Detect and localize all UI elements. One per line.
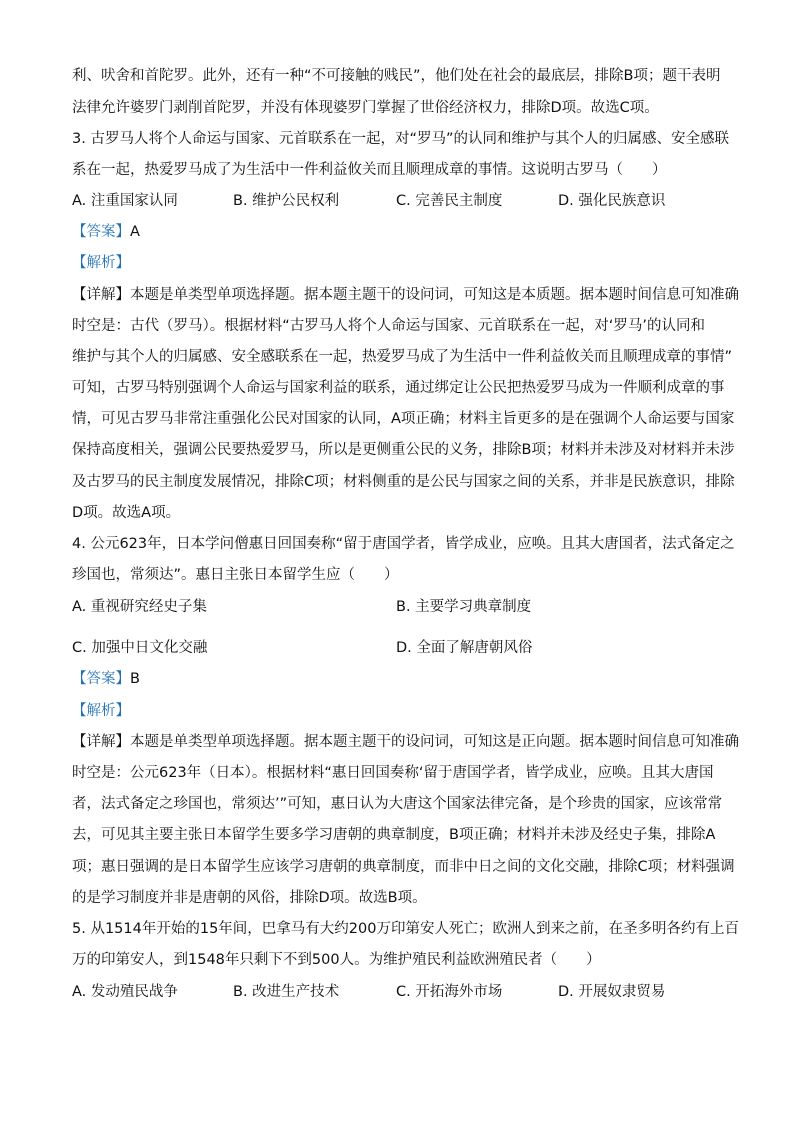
- question-3-stem: 系在一起，热爱罗马成了为生活中一件利益攸关而且顺理成章的事情。这说明古罗马（ ）: [72, 162, 667, 178]
- detail-line: 【详解】本题是单类型单项选择题。据本题主题干的设问词，可知这是正向题。据本题时间信息可知准确: [72, 734, 739, 750]
- detail-line: 的是学习制度并非是唐朝的风俗，排除D项。故选B项。: [72, 890, 427, 906]
- question-4-stem: 4. 公元623年，日本学问僧惠日回国奏称“留于唐国学者，皆学成业，应唤。且其大唐国者，法式备定之: [72, 536, 735, 552]
- option-c: C. 加强中日文化交融: [72, 640, 208, 656]
- option-b: B. 主要学习典章制度: [396, 599, 532, 615]
- detail-line: 者，法式备定之珍国也，常须达’”可知，惠日认为大唐这个国家法律完备，是个珍贵的国家，应该常常: [72, 796, 723, 812]
- option-d: D. 强化民族意识: [558, 193, 666, 209]
- answer-line: [72, 222, 140, 242]
- option-a: A. 发动殖民战争: [72, 984, 178, 1000]
- answer-value: B: [130, 671, 140, 687]
- question-3-stem: 3. 古罗马人将个人命运与国家、元首联系在一起，对“罗马”的认同和维护与其个人的归属感、安全感联: [72, 131, 729, 147]
- text-line: 利、吠舍和首陀罗。此外，还有一种“不可接触的贱民”，他们处在社会的最底层，排除B项；题干表明: [72, 68, 721, 84]
- analysis-tag: 【解析】: [72, 255, 130, 271]
- question-5-stem: 万的印第安人，到1548年只剩下不到500人。为维护殖民利益欧洲殖民者（ ）: [72, 952, 601, 968]
- option-c: C. 完善民主制度: [396, 193, 503, 209]
- analysis-tag: 【解析】: [72, 703, 130, 719]
- option-c: C. 开拓海外市场: [396, 984, 503, 1000]
- detail-line: 情，可见古罗马非常注重强化公民对国家的认同，A项正确；材料主旨更多的是在强调个人命运要与国家: [72, 411, 735, 427]
- detail-tag: 【详解】: [72, 734, 130, 750]
- option-d: D. 全面了解唐朝风俗: [396, 640, 533, 656]
- detail-line: 及古罗马的民主制度发展情况，排除C项；材料侧重的是公民与国家之间的关系，并非是民族意识，排除: [72, 474, 735, 490]
- answer-tag: 【答案】: [72, 671, 130, 687]
- detail-line: 保持高度相关，强调公民要热爱罗马，所以是更侧重公民的义务，排除B项；材料并未涉及对材料并未涉: [72, 442, 735, 458]
- detail-line: 项；惠日强调的是日本留学生应该学习唐朝的典章制度，而非中日之间的文化交融，排除C项；材料强调: [72, 859, 735, 875]
- question-4-stem: 珍国也，常须达”。惠日主张日本留学生应（ ）: [72, 567, 399, 583]
- option-a: A. 重视研究经史子集: [72, 599, 207, 615]
- option-b: B. 维护公民权利: [233, 193, 340, 209]
- detail-line: 时空是：古代（罗马）。根据材料“古罗马人将个人命运与国家、元首联系在一起，对‘罗马’的认同和: [72, 318, 705, 334]
- option-d: D. 开展奴隶贸易: [558, 984, 666, 1000]
- answer-tag: 【答案】: [72, 224, 130, 240]
- option-b: B. 改进生产技术: [233, 984, 340, 1000]
- answer-line: [72, 669, 140, 689]
- detail-line: 维护与其个人的归属感、安全感联系在一起，热爱罗马成了为生活中一件利益攸关而且顺理成章的事情”: [72, 349, 733, 365]
- detail-line: 时空是：公元623年（日本）。根据材料“惠日回国奏称‘留于唐国学者，皆学成业，应唤。且其大唐国: [72, 765, 714, 781]
- answer-value: A: [130, 224, 140, 240]
- question-5-stem: 5. 从1514年开始的15年间，巴拿马有大约200万印第安人死亡；欧洲人到来之前，在圣多明各约有上百: [72, 921, 739, 937]
- detail-line: D项。故选A项。: [72, 505, 181, 521]
- text-line: 法律允许婆罗门剥削首陀罗，并没有体现婆罗门掌握了世俗经济权力，排除D项。故选C项。: [72, 100, 659, 116]
- option-a: A. 注重国家认同: [72, 193, 178, 209]
- detail-tag: 【详解】: [72, 287, 130, 303]
- detail-line: 可知，古罗马特别强调个人命运与国家利益的联系，通过绑定让公民把热爱罗马成为一件顺利成章的事: [72, 380, 725, 396]
- detail-line: 去，可见其主要主张日本留学生要多学习唐朝的典章制度，B项正确；材料并未涉及经史子集，排除A: [72, 827, 716, 843]
- detail-line: 【详解】本题是单类型单项选择题。据本题主题干的设问词，可知这是本质题。据本题时间信息可知准确: [72, 287, 739, 303]
